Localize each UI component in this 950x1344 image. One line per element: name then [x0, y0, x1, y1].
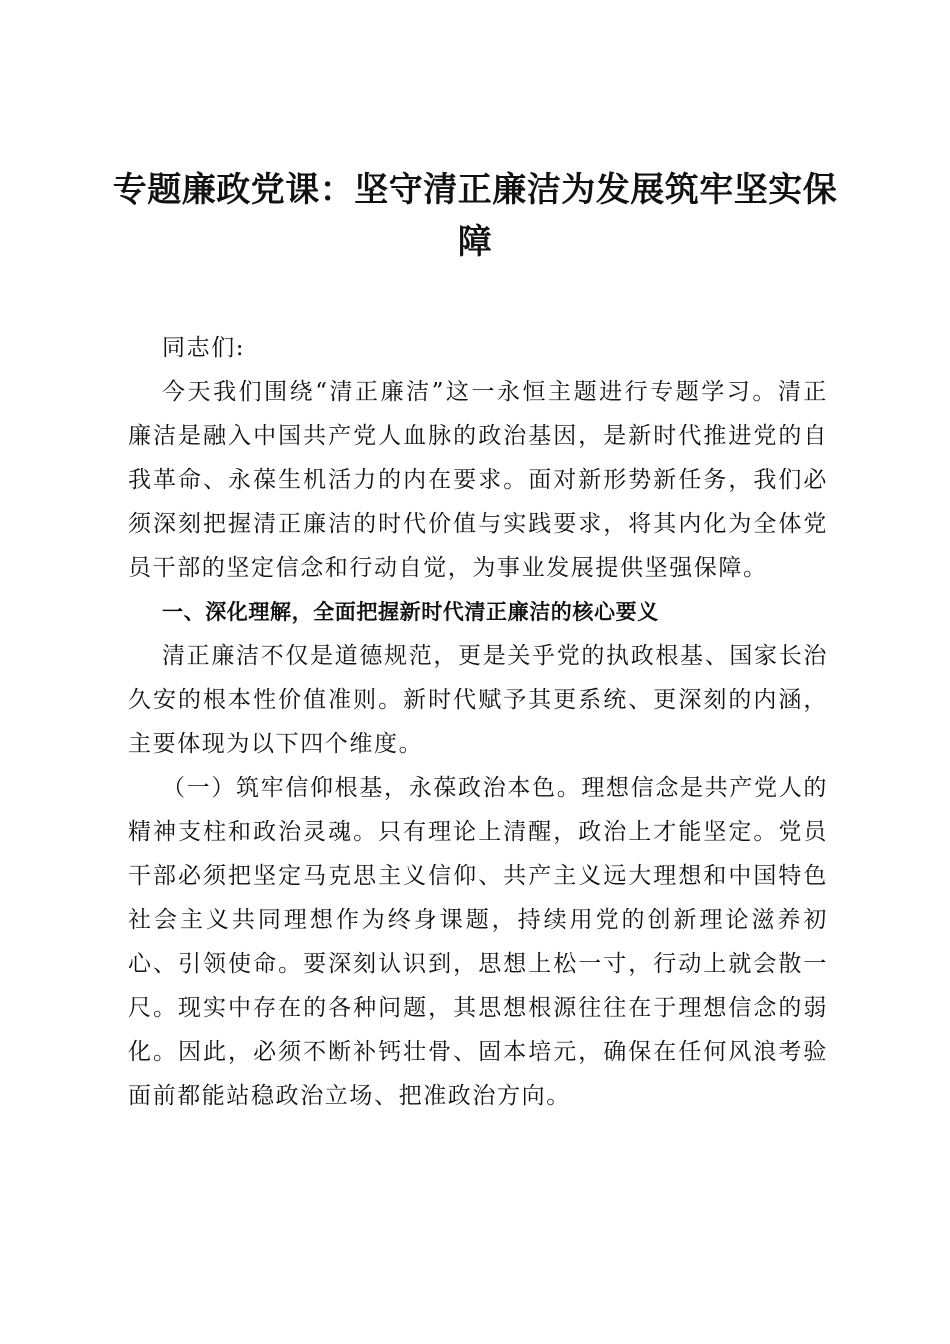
section-1-intro-paragraph: 清正廉洁不仅是道德规范，更是关乎党的执政根基、国家长治久安的根本性价值准则。新时代赋予其更系统、更深刻的内涵，主要体现为以下四个维度。: [128, 643, 828, 757]
document-title: 专题廉政党课：坚守清正廉洁为发展筑牢坚实保障: [112, 170, 838, 262]
intro-paragraph: 今天我们围绕“清正廉洁”这一永恒主题进行专题学习。清正廉洁是融入中国共产党人血脉的政治基因，是新时代推进党的自我革命、永葆生机活力的内在要求。面对新形势新任务，我们必须深刻把握清正廉洁的时代价值与实践要求，将其内化为全体党员干部的坚定信念和行动自觉，为事业发展提供坚强保障。: [128, 379, 828, 581]
subsection-1-body: 理想信念是共产党人的精神支柱和政治灵魂。只有理论上清醒，政治上才能坚定。党员干部必须把坚定马克思主义信仰、共产主义远大理想和中国特色社会主义共同理想作为终身课题，持续用党的创新理论滋养初心、引领使命。要深刻认识到，思想上松一寸，行动上就会散一尺。现实中存在的各种问题，其思想根源往往在于理想信念的弱化。因此，必须不断补钙壮骨、固本培元，确保在任何风浪考验面前都能站稳政治立场、把准政治方向。: [128, 775, 828, 1109]
section-heading-1: 一、深化理解，全面把握新时代清正廉洁的核心要义: [162, 600, 659, 624]
document-body: [128, 326, 828, 1118]
subsection-1-lead: （一）筑牢信仰根基，永葆政治本色。: [162, 775, 582, 801]
subsection-1-paragraph: [128, 766, 828, 1118]
greeting: 同志们:: [162, 335, 246, 361]
